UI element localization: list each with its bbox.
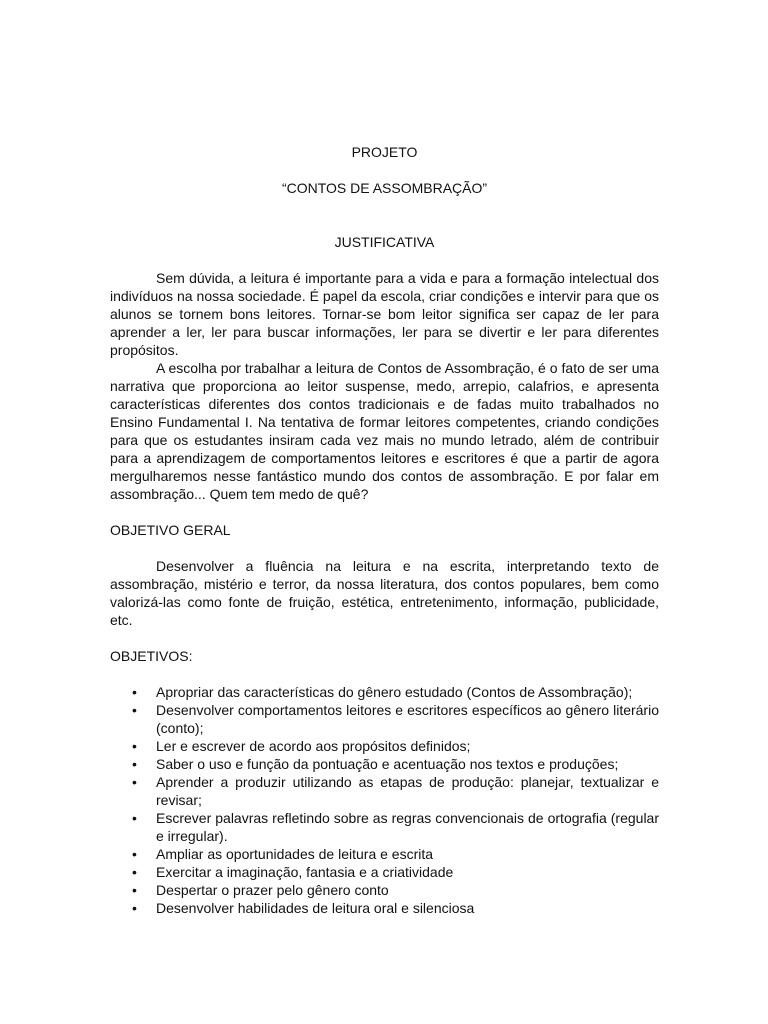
objective-text: Desenvolver comportamentos leitores e escritores específicos ao gênero literário (conto); [156, 702, 659, 736]
bullet-icon: • [132, 846, 137, 862]
objective-item [110, 809, 659, 845]
justification-paragraph-2: A escolha por trabalhar a leitura de Contos de Assombração, é o fato de ser uma narrativa que proporciona ao leitor suspense, medo, arrepio, calafrios, e apresenta características diferentes dos contos tradicionais e de fadas muito trabalhados no Ensino Fundamental I. Na tentativa de formar leitores competentes, criando condições para que os estudantes insiram cada vez mais no mundo letrado, além de contribuir para a aprendizagem de comportamentos leitores e escritores é que a partir de agora mergulharemos nesse fantástico mundo dos contos de assombração. E por falar em assombração... Quem tem medo de quê? [110, 360, 659, 502]
objective-item [110, 863, 659, 881]
objective-item [110, 899, 659, 917]
objective-text: Ampliar as oportunidades de leitura e escrita [156, 846, 434, 862]
general-objective-text: Desenvolver a fluência na leitura e na escrita, interpretando texto de assombração, mistério e terror, da nossa literatura, dos contos populares, bem como valorizá-las como fonte de fruição, estética, entretenimento, informação, publicidade, etc. [110, 558, 659, 628]
document-title: PROJETO [351, 144, 418, 160]
general-objective-heading: OBJETIVO GERAL [110, 522, 231, 538]
document-page [110, 143, 659, 917]
justification-heading: JUSTIFICATIVA [334, 234, 435, 250]
objective-text: Desenvolver habilidades de leitura oral e silenciosa [156, 900, 475, 916]
objective-text: Ler e escrever de acordo aos propósitos definidos; [156, 738, 471, 754]
objective-item [110, 737, 659, 755]
objective-text: Escrever palavras refletindo sobre as regras convencionais de ortografia (regular e irregular). [156, 810, 659, 844]
bullet-icon: • [132, 684, 137, 700]
bullet-icon: • [132, 810, 137, 826]
bullet-icon: • [132, 774, 137, 790]
bullet-icon: • [132, 900, 137, 916]
objectives-list [110, 683, 659, 917]
bullet-icon: • [132, 738, 137, 754]
objective-text: Aprender a produzir utilizando as etapas de produção: planejar, textualizar e revisar; [156, 774, 659, 808]
objective-text: Exercitar a imaginação, fantasia e a criatividade [156, 864, 454, 880]
objective-item [110, 773, 659, 809]
bullet-icon: • [132, 864, 137, 880]
document-subtitle: “CONTOS DE ASSOMBRAÇÃO” [281, 180, 488, 196]
objectives-heading: OBJETIVOS: [110, 648, 193, 664]
objective-item [110, 845, 659, 863]
objective-item [110, 755, 659, 773]
objective-item [110, 701, 659, 737]
objective-text: Apropriar das características do gênero estudado (Contos de Assombração); [156, 684, 633, 700]
justification-paragraph-1: Sem dúvida, a leitura é importante para a vida e para a formação intelectual dos indivíduos na nossa sociedade. É papel da escola, criar condições e intervir para que os alunos se tornem bons leitores. Tornar-se bom leitor significa ser capaz de ler para aprender a ler, ler para buscar informações, ler para se divertir e ler para diferentes propósitos. [110, 270, 659, 358]
bullet-icon: • [132, 702, 137, 718]
objective-item [110, 881, 659, 899]
objective-text: Despertar o prazer pelo gênero conto [156, 882, 389, 898]
objective-item [110, 683, 659, 701]
bullet-icon: • [132, 756, 137, 772]
bullet-icon: • [132, 882, 137, 898]
objective-text: Saber o uso e função da pontuação e acentuação nos textos e produções; [156, 756, 619, 772]
